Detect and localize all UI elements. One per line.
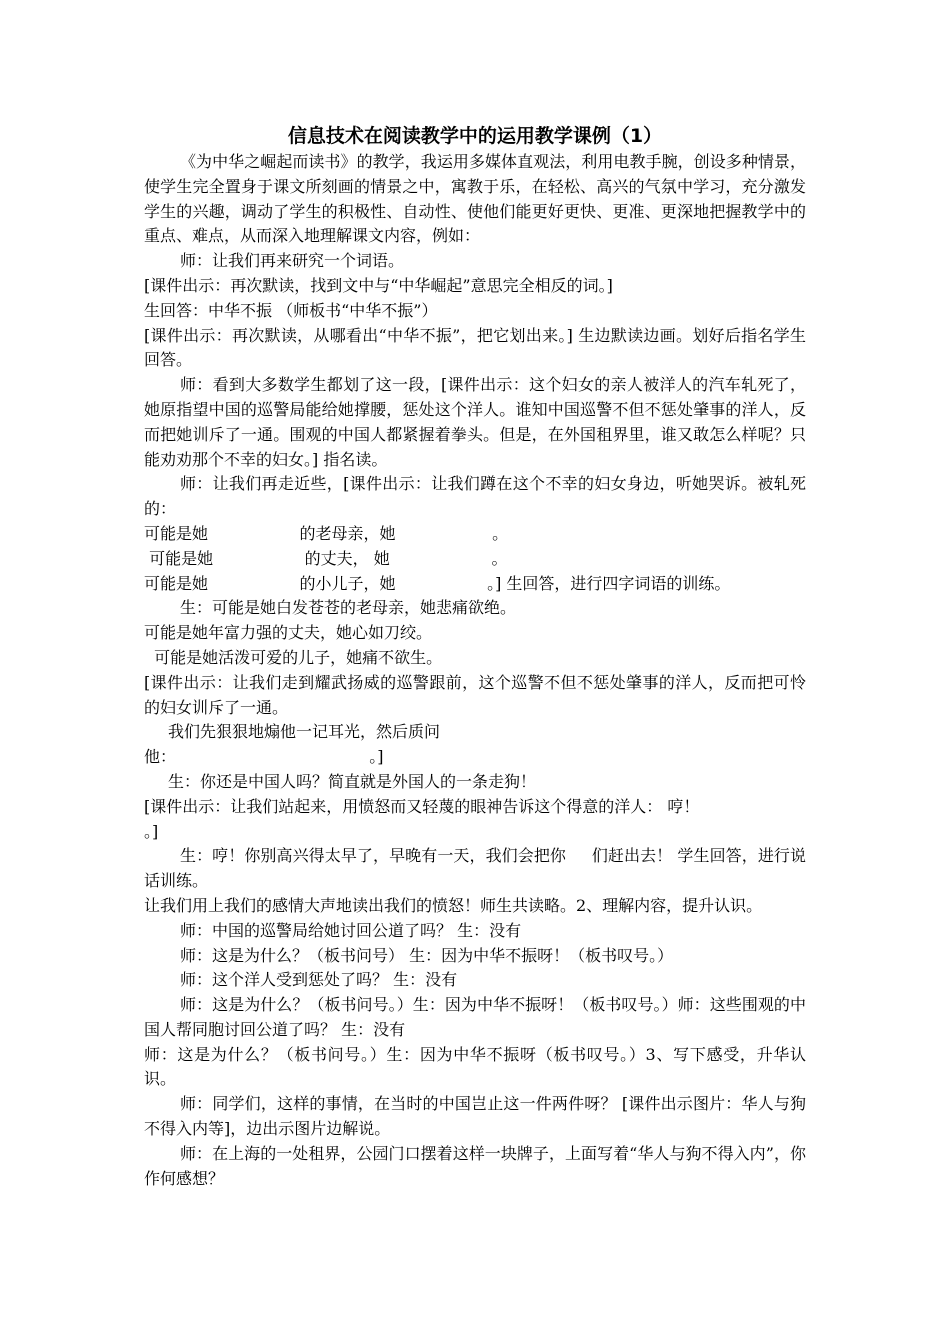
paragraph: [课件出示：再次默读，从哪看出“中华不振”，把它划出来。] 生边默读边画。划好后指名学生回答。 xyxy=(144,325,806,370)
paragraph: 我们先狠狠地煽他一记耳光，然后质问 xyxy=(168,722,441,742)
paragraph: 师：同学们，这样的事情，在当时的中国岂止这一件两件呀？ [课件出示图片：华人与狗不得入内等]，边出示图片边解说。 xyxy=(144,1094,806,1139)
fill-blank-line: 他： 。] xyxy=(144,747,384,767)
paragraph: 可能是她年富力强的丈夫，她心如刀绞。 xyxy=(144,623,433,643)
paragraph: 师：中国的巡警局给她讨回公道了吗？ 生：没有 xyxy=(180,920,522,940)
paragraph: 师：这是为什么？（板书问号。）生：因为中华不振呀（板书叹号。）3、写下感受，升华认识。 xyxy=(144,1044,806,1089)
paragraph: 生：你还是中国人吗？简直就是外国人的一条走狗！ xyxy=(168,771,537,791)
paragraph: 。] xyxy=(144,821,159,841)
paragraph: 师：在上海的一处租界，公园门口摆着这样一块牌子，上面写着“华人与狗不得入内”，你作何感想？ xyxy=(144,1143,806,1188)
fill-blank-line: 可能是她 的小儿子，她 。] 生回答，进行四字词语的训练。 xyxy=(144,573,731,593)
paragraph: 师：看到大多数学生都划了这一段，[课件出示：这个妇女的亲人被洋人的汽车轧死了，她原指望中国的巡警局能给她撑腰，惩处这个洋人。谁知中国巡警不但不惩处肇事的洋人，反而把她训斥了一通。围观的中国人都紧握着拳头。但是，在外国租界里，谁又敢怎么样呢？只能劝劝那个不幸的妇女。] 指名读。 xyxy=(144,375,806,469)
document-body xyxy=(144,150,806,1191)
document-title: 信息技术在阅读教学中的运用教学课例（1） xyxy=(287,125,663,147)
paragraph: 生：可能是她白发苍苍的老母亲，她悲痛欲绝。 xyxy=(180,598,517,618)
paragraph: 让我们用上我们的感情大声地读出我们的愤怒！师生共读略。2、理解内容，提升认识。 xyxy=(144,895,763,915)
paragraph: 师：让我们再来研究一个词语。 xyxy=(180,251,405,271)
paragraph: [课件出示：再次默读，找到文中与“中华崛起”意思完全相反的词。] xyxy=(144,275,613,295)
paragraph: 生回答：中华不振 （师板书“中华不振”） xyxy=(144,300,438,320)
paragraph: 师：这个洋人受到惩处了吗？ 生：没有 xyxy=(180,970,458,990)
paragraph: 师：这是为什么？（板书问号。）生：因为中华不振呀！（板书叹号。）师：这些围观的中国人帮同胞讨回公道了吗？ 生：没有 xyxy=(144,995,806,1039)
fill-blank-line: 可能是她 的丈夫， 她 。 xyxy=(144,548,508,568)
paragraph: [课件出示：让我们走到耀武扬威的巡警跟前，这个巡警不但不惩处肇事的洋人，反而把可怜的妇女训斥了一通。 xyxy=(144,672,806,717)
paragraph: [课件出示：让我们站起来，用愤怒而又轻蔑的眼神告诉这个得意的洋人： 哼！ xyxy=(144,796,700,816)
paragraph: 可能是她活泼可爱的儿子，她痛不欲生。 xyxy=(144,647,443,667)
paragraph: 师：让我们再走近些，[课件出示：让我们蹲在这个不幸的妇女身边，听她哭诉。被轧死的： xyxy=(144,474,806,519)
fill-blank-line: 可能是她 的老母亲，她 。 xyxy=(144,523,509,543)
paragraph: 师：这是为什么？（板书问号） 生：因为中华不振呀！（板书叹号。） xyxy=(180,945,674,965)
paragraph: 生：哼！你别高兴得太早了，早晚有一天，我们会把你 们赶出去！ 学生回答，进行说话训练。 xyxy=(144,846,806,891)
intro-paragraph: 《为中华之崛起而读书》的教学，我运用多媒体直观法，利用电教手腕，创设多种情景，使学生完全置身于课文所刻画的情景之中，寓教于乐，在轻松、高兴的气氛中学习，充分激发学生的兴趣，调动了学生的积极性、自动性、使他们能更好更快、更准、更深地把握教学中的重点、难点，从而深入地理解课文内容，例如： xyxy=(144,152,806,246)
